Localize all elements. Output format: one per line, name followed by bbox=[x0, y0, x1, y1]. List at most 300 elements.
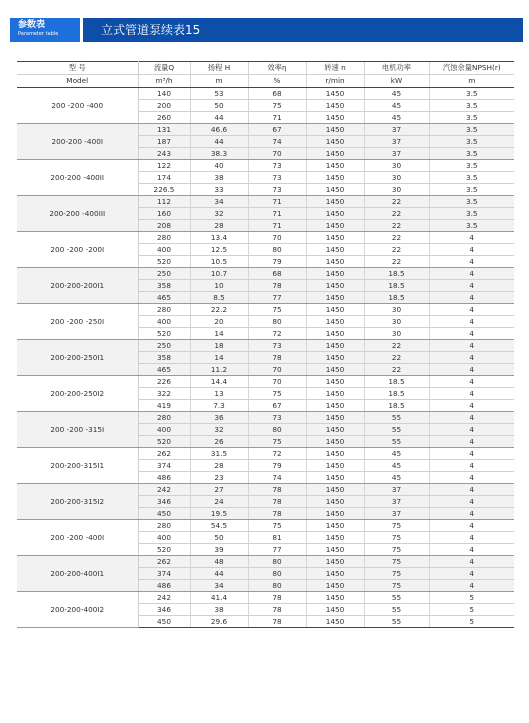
power-cell: 37 bbox=[364, 148, 429, 160]
efficiency-cell: 70 bbox=[248, 148, 306, 160]
speed-cell: 1450 bbox=[306, 280, 364, 292]
power-cell: 37 bbox=[364, 496, 429, 508]
head-cell: 28 bbox=[190, 460, 248, 472]
power-cell: 45 bbox=[364, 472, 429, 484]
power-cell: 18.5 bbox=[364, 292, 429, 304]
npsh-cell: 4 bbox=[429, 496, 514, 508]
badge-title: 参数表 bbox=[18, 20, 46, 30]
header-efficiency-unit: % bbox=[248, 75, 306, 88]
efficiency-cell: 70 bbox=[248, 376, 306, 388]
speed-cell: 1450 bbox=[306, 112, 364, 124]
speed-cell: 1450 bbox=[306, 136, 364, 148]
head-cell: 18 bbox=[190, 340, 248, 352]
speed-cell: 1450 bbox=[306, 424, 364, 436]
head-cell: 50 bbox=[190, 100, 248, 112]
head-cell: 34 bbox=[190, 196, 248, 208]
efficiency-cell: 78 bbox=[248, 604, 306, 616]
efficiency-cell: 73 bbox=[248, 184, 306, 196]
power-cell: 22 bbox=[364, 364, 429, 376]
power-cell: 22 bbox=[364, 244, 429, 256]
npsh-cell: 4 bbox=[429, 244, 514, 256]
flow-cell: 262 bbox=[138, 556, 190, 568]
head-cell: 34 bbox=[190, 580, 248, 592]
power-cell: 22 bbox=[364, 256, 429, 268]
head-cell: 38 bbox=[190, 172, 248, 184]
flow-cell: 250 bbox=[138, 340, 190, 352]
efficiency-cell: 71 bbox=[248, 112, 306, 124]
flow-cell: 260 bbox=[138, 112, 190, 124]
flow-cell: 374 bbox=[138, 460, 190, 472]
table-row bbox=[17, 268, 514, 280]
flow-cell: 122 bbox=[138, 160, 190, 172]
efficiency-cell: 71 bbox=[248, 208, 306, 220]
npsh-cell: 4 bbox=[429, 256, 514, 268]
npsh-cell: 4 bbox=[429, 400, 514, 412]
power-cell: 30 bbox=[364, 316, 429, 328]
power-cell: 30 bbox=[364, 184, 429, 196]
model-cell: 200 -200 -200I bbox=[17, 232, 138, 268]
header-efficiency-cn: 效率η bbox=[248, 62, 306, 75]
npsh-cell: 3.5 bbox=[429, 208, 514, 220]
head-cell: 36 bbox=[190, 412, 248, 424]
flow-cell: 160 bbox=[138, 208, 190, 220]
efficiency-cell: 78 bbox=[248, 484, 306, 496]
speed-cell: 1450 bbox=[306, 148, 364, 160]
flow-cell: 419 bbox=[138, 400, 190, 412]
speed-cell: 1450 bbox=[306, 388, 364, 400]
head-cell: 32 bbox=[190, 424, 248, 436]
npsh-cell: 4 bbox=[429, 292, 514, 304]
head-cell: 10 bbox=[190, 280, 248, 292]
head-cell: 11.2 bbox=[190, 364, 248, 376]
parameter-table-badge bbox=[10, 18, 80, 42]
flow-cell: 226.5 bbox=[138, 184, 190, 196]
speed-cell: 1450 bbox=[306, 172, 364, 184]
npsh-cell: 4 bbox=[429, 484, 514, 496]
power-cell: 37 bbox=[364, 136, 429, 148]
power-cell: 37 bbox=[364, 124, 429, 136]
power-cell: 37 bbox=[364, 508, 429, 520]
power-cell: 55 bbox=[364, 616, 429, 628]
npsh-cell: 3.5 bbox=[429, 160, 514, 172]
head-cell: 44 bbox=[190, 112, 248, 124]
power-cell: 37 bbox=[364, 484, 429, 496]
table-row bbox=[17, 232, 514, 244]
power-cell: 75 bbox=[364, 568, 429, 580]
speed-cell: 1450 bbox=[306, 292, 364, 304]
header-head-unit: m bbox=[190, 75, 248, 88]
efficiency-cell: 77 bbox=[248, 292, 306, 304]
speed-cell: 1450 bbox=[306, 400, 364, 412]
speed-cell: 1450 bbox=[306, 568, 364, 580]
model-cell: 200-200-400I2 bbox=[17, 592, 138, 628]
flow-cell: 358 bbox=[138, 352, 190, 364]
npsh-cell: 4 bbox=[429, 376, 514, 388]
flow-cell: 520 bbox=[138, 328, 190, 340]
head-cell: 14 bbox=[190, 352, 248, 364]
npsh-cell: 4 bbox=[429, 304, 514, 316]
npsh-cell: 4 bbox=[429, 412, 514, 424]
speed-cell: 1450 bbox=[306, 508, 364, 520]
power-cell: 30 bbox=[364, 304, 429, 316]
flow-cell: 450 bbox=[138, 508, 190, 520]
npsh-cell: 4 bbox=[429, 556, 514, 568]
speed-cell: 1450 bbox=[306, 616, 364, 628]
npsh-cell: 3.5 bbox=[429, 184, 514, 196]
speed-cell: 1450 bbox=[306, 268, 364, 280]
npsh-cell: 4 bbox=[429, 340, 514, 352]
speed-cell: 1450 bbox=[306, 376, 364, 388]
flow-cell: 140 bbox=[138, 88, 190, 100]
header-power-unit: kW bbox=[364, 75, 429, 88]
npsh-cell: 3.5 bbox=[429, 100, 514, 112]
speed-cell: 1450 bbox=[306, 232, 364, 244]
efficiency-cell: 70 bbox=[248, 232, 306, 244]
flow-cell: 280 bbox=[138, 520, 190, 532]
flow-cell: 465 bbox=[138, 292, 190, 304]
speed-cell: 1450 bbox=[306, 412, 364, 424]
npsh-cell: 3.5 bbox=[429, 136, 514, 148]
head-cell: 7.3 bbox=[190, 400, 248, 412]
head-cell: 39 bbox=[190, 544, 248, 556]
efficiency-cell: 80 bbox=[248, 580, 306, 592]
speed-cell: 1450 bbox=[306, 244, 364, 256]
npsh-cell: 4 bbox=[429, 568, 514, 580]
flow-cell: 242 bbox=[138, 592, 190, 604]
npsh-cell: 4 bbox=[429, 508, 514, 520]
head-cell: 14 bbox=[190, 328, 248, 340]
speed-cell: 1450 bbox=[306, 184, 364, 196]
table-row bbox=[17, 376, 514, 388]
power-cell: 18.5 bbox=[364, 376, 429, 388]
speed-cell: 1450 bbox=[306, 496, 364, 508]
flow-cell: 400 bbox=[138, 244, 190, 256]
flow-cell: 226 bbox=[138, 376, 190, 388]
npsh-cell: 4 bbox=[429, 316, 514, 328]
power-cell: 45 bbox=[364, 100, 429, 112]
efficiency-cell: 68 bbox=[248, 88, 306, 100]
flow-cell: 486 bbox=[138, 580, 190, 592]
efficiency-cell: 73 bbox=[248, 412, 306, 424]
power-cell: 18.5 bbox=[364, 280, 429, 292]
power-cell: 55 bbox=[364, 592, 429, 604]
header-npsh-cn: 汽蚀余量NPSH(r) bbox=[429, 62, 514, 75]
power-cell: 30 bbox=[364, 172, 429, 184]
npsh-cell: 4 bbox=[429, 544, 514, 556]
power-cell: 55 bbox=[364, 604, 429, 616]
efficiency-cell: 80 bbox=[248, 244, 306, 256]
power-cell: 45 bbox=[364, 460, 429, 472]
header-flow-cn: 流量Q bbox=[138, 62, 190, 75]
npsh-cell: 4 bbox=[429, 472, 514, 484]
speed-cell: 1450 bbox=[306, 196, 364, 208]
flow-cell: 280 bbox=[138, 304, 190, 316]
flow-cell: 520 bbox=[138, 256, 190, 268]
head-cell: 23 bbox=[190, 472, 248, 484]
speed-cell: 1450 bbox=[306, 556, 364, 568]
head-cell: 12.5 bbox=[190, 244, 248, 256]
model-cell: 200-200-315I2 bbox=[17, 484, 138, 520]
flow-cell: 174 bbox=[138, 172, 190, 184]
speed-cell: 1450 bbox=[306, 364, 364, 376]
model-cell: 200 -200 -250I bbox=[17, 304, 138, 340]
npsh-cell: 3.5 bbox=[429, 220, 514, 232]
speed-cell: 1450 bbox=[306, 604, 364, 616]
flow-cell: 243 bbox=[138, 148, 190, 160]
efficiency-cell: 68 bbox=[248, 268, 306, 280]
speed-cell: 1450 bbox=[306, 580, 364, 592]
power-cell: 45 bbox=[364, 88, 429, 100]
head-cell: 24 bbox=[190, 496, 248, 508]
npsh-cell: 4 bbox=[429, 580, 514, 592]
model-cell: 200-200 -400II bbox=[17, 160, 138, 196]
head-cell: 28 bbox=[190, 220, 248, 232]
power-cell: 22 bbox=[364, 196, 429, 208]
efficiency-cell: 73 bbox=[248, 340, 306, 352]
npsh-cell: 4 bbox=[429, 352, 514, 364]
header-power-cn: 电机功率 bbox=[364, 62, 429, 75]
power-cell: 75 bbox=[364, 532, 429, 544]
speed-cell: 1450 bbox=[306, 208, 364, 220]
npsh-cell: 4 bbox=[429, 388, 514, 400]
efficiency-cell: 78 bbox=[248, 592, 306, 604]
speed-cell: 1450 bbox=[306, 532, 364, 544]
power-cell: 75 bbox=[364, 544, 429, 556]
head-cell: 20 bbox=[190, 316, 248, 328]
badge-subtitle: Parameter table bbox=[18, 31, 59, 37]
flow-cell: 200 bbox=[138, 100, 190, 112]
head-cell: 31.5 bbox=[190, 448, 248, 460]
speed-cell: 1450 bbox=[306, 520, 364, 532]
npsh-cell: 3.5 bbox=[429, 88, 514, 100]
flow-cell: 280 bbox=[138, 412, 190, 424]
head-cell: 33 bbox=[190, 184, 248, 196]
table-row bbox=[17, 520, 514, 532]
npsh-cell: 4 bbox=[429, 532, 514, 544]
efficiency-cell: 78 bbox=[248, 508, 306, 520]
power-cell: 30 bbox=[364, 328, 429, 340]
flow-cell: 400 bbox=[138, 424, 190, 436]
speed-cell: 1450 bbox=[306, 328, 364, 340]
page-header bbox=[0, 18, 529, 42]
header-head-cn: 扬程 H bbox=[190, 62, 248, 75]
head-cell: 8.5 bbox=[190, 292, 248, 304]
model-cell: 200-200-250I2 bbox=[17, 376, 138, 412]
npsh-cell: 4 bbox=[429, 364, 514, 376]
npsh-cell: 3.5 bbox=[429, 124, 514, 136]
table-row bbox=[17, 592, 514, 604]
speed-cell: 1450 bbox=[306, 304, 364, 316]
head-cell: 14.4 bbox=[190, 376, 248, 388]
npsh-cell: 3.5 bbox=[429, 172, 514, 184]
power-cell: 18.5 bbox=[364, 268, 429, 280]
power-cell: 22 bbox=[364, 352, 429, 364]
head-cell: 48 bbox=[190, 556, 248, 568]
npsh-cell: 4 bbox=[429, 280, 514, 292]
flow-cell: 250 bbox=[138, 268, 190, 280]
speed-cell: 1450 bbox=[306, 484, 364, 496]
power-cell: 22 bbox=[364, 232, 429, 244]
npsh-cell: 3.5 bbox=[429, 196, 514, 208]
head-cell: 38 bbox=[190, 604, 248, 616]
efficiency-cell: 80 bbox=[248, 556, 306, 568]
flow-cell: 400 bbox=[138, 532, 190, 544]
power-cell: 45 bbox=[364, 448, 429, 460]
table-row bbox=[17, 160, 514, 172]
npsh-cell: 4 bbox=[429, 424, 514, 436]
efficiency-cell: 70 bbox=[248, 364, 306, 376]
npsh-cell: 4 bbox=[429, 448, 514, 460]
head-cell: 19.5 bbox=[190, 508, 248, 520]
flow-cell: 358 bbox=[138, 280, 190, 292]
speed-cell: 1450 bbox=[306, 220, 364, 232]
npsh-cell: 5 bbox=[429, 604, 514, 616]
flow-cell: 486 bbox=[138, 472, 190, 484]
efficiency-cell: 72 bbox=[248, 448, 306, 460]
power-cell: 22 bbox=[364, 220, 429, 232]
efficiency-cell: 79 bbox=[248, 256, 306, 268]
speed-cell: 1450 bbox=[306, 316, 364, 328]
head-cell: 29.6 bbox=[190, 616, 248, 628]
head-cell: 10.7 bbox=[190, 268, 248, 280]
efficiency-cell: 75 bbox=[248, 388, 306, 400]
power-cell: 75 bbox=[364, 580, 429, 592]
table-row bbox=[17, 484, 514, 496]
flow-cell: 322 bbox=[138, 388, 190, 400]
head-cell: 50 bbox=[190, 532, 248, 544]
header-speed-cn: 转速 n bbox=[306, 62, 364, 75]
efficiency-cell: 80 bbox=[248, 316, 306, 328]
speed-cell: 1450 bbox=[306, 592, 364, 604]
npsh-cell: 4 bbox=[429, 268, 514, 280]
efficiency-cell: 79 bbox=[248, 460, 306, 472]
efficiency-cell: 75 bbox=[248, 520, 306, 532]
speed-cell: 1450 bbox=[306, 544, 364, 556]
parameter-table bbox=[17, 61, 514, 628]
speed-cell: 1450 bbox=[306, 460, 364, 472]
head-cell: 13.4 bbox=[190, 232, 248, 244]
efficiency-cell: 80 bbox=[248, 424, 306, 436]
speed-cell: 1450 bbox=[306, 256, 364, 268]
power-cell: 55 bbox=[364, 412, 429, 424]
head-cell: 38.3 bbox=[190, 148, 248, 160]
header-model-cn: 型 号 bbox=[17, 62, 138, 75]
efficiency-cell: 75 bbox=[248, 100, 306, 112]
efficiency-cell: 78 bbox=[248, 496, 306, 508]
npsh-cell: 4 bbox=[429, 436, 514, 448]
speed-cell: 1450 bbox=[306, 124, 364, 136]
table-row bbox=[17, 124, 514, 136]
head-cell: 26 bbox=[190, 436, 248, 448]
flow-cell: 346 bbox=[138, 604, 190, 616]
flow-cell: 262 bbox=[138, 448, 190, 460]
table-body bbox=[17, 88, 514, 628]
model-cell: 200-200-250I1 bbox=[17, 340, 138, 376]
efficiency-cell: 71 bbox=[248, 196, 306, 208]
model-cell: 200-200-315I1 bbox=[17, 448, 138, 484]
table-row bbox=[17, 304, 514, 316]
table-row bbox=[17, 196, 514, 208]
speed-cell: 1450 bbox=[306, 472, 364, 484]
speed-cell: 1450 bbox=[306, 160, 364, 172]
efficiency-cell: 81 bbox=[248, 532, 306, 544]
model-cell: 200 -200 -400 bbox=[17, 88, 138, 124]
efficiency-cell: 80 bbox=[248, 568, 306, 580]
header-row-cn bbox=[17, 62, 514, 75]
head-cell: 40 bbox=[190, 160, 248, 172]
efficiency-cell: 75 bbox=[248, 304, 306, 316]
page-title: 立式管道泵续表15 bbox=[101, 23, 201, 37]
npsh-cell: 4 bbox=[429, 520, 514, 532]
npsh-cell: 5 bbox=[429, 616, 514, 628]
model-cell: 200 -200 -315I bbox=[17, 412, 138, 448]
model-cell: 200 -200 -400I bbox=[17, 520, 138, 556]
table-row bbox=[17, 88, 514, 100]
power-cell: 18.5 bbox=[364, 388, 429, 400]
flow-cell: 374 bbox=[138, 568, 190, 580]
efficiency-cell: 74 bbox=[248, 472, 306, 484]
efficiency-cell: 67 bbox=[248, 124, 306, 136]
flow-cell: 242 bbox=[138, 484, 190, 496]
model-cell: 200-200-400I1 bbox=[17, 556, 138, 592]
head-cell: 32 bbox=[190, 208, 248, 220]
flow-cell: 112 bbox=[138, 196, 190, 208]
speed-cell: 1450 bbox=[306, 352, 364, 364]
head-cell: 46.6 bbox=[190, 124, 248, 136]
npsh-cell: 5 bbox=[429, 592, 514, 604]
efficiency-cell: 78 bbox=[248, 616, 306, 628]
power-cell: 30 bbox=[364, 160, 429, 172]
power-cell: 55 bbox=[364, 436, 429, 448]
speed-cell: 1450 bbox=[306, 436, 364, 448]
head-cell: 13 bbox=[190, 388, 248, 400]
table-row bbox=[17, 448, 514, 460]
head-cell: 27 bbox=[190, 484, 248, 496]
power-cell: 22 bbox=[364, 208, 429, 220]
efficiency-cell: 73 bbox=[248, 160, 306, 172]
header-model-en: Model bbox=[17, 75, 138, 88]
power-cell: 75 bbox=[364, 520, 429, 532]
power-cell: 22 bbox=[364, 340, 429, 352]
power-cell: 75 bbox=[364, 556, 429, 568]
parameter-table-container bbox=[17, 61, 514, 628]
flow-cell: 346 bbox=[138, 496, 190, 508]
flow-cell: 520 bbox=[138, 436, 190, 448]
head-cell: 44 bbox=[190, 568, 248, 580]
speed-cell: 1450 bbox=[306, 448, 364, 460]
table-row bbox=[17, 556, 514, 568]
efficiency-cell: 72 bbox=[248, 328, 306, 340]
efficiency-cell: 71 bbox=[248, 220, 306, 232]
power-cell: 55 bbox=[364, 424, 429, 436]
flow-cell: 520 bbox=[138, 544, 190, 556]
header-speed-unit: r/min bbox=[306, 75, 364, 88]
table-row bbox=[17, 340, 514, 352]
head-cell: 53 bbox=[190, 88, 248, 100]
flow-cell: 465 bbox=[138, 364, 190, 376]
model-cell: 200-200 -400I bbox=[17, 124, 138, 160]
efficiency-cell: 74 bbox=[248, 136, 306, 148]
table-row bbox=[17, 412, 514, 424]
npsh-cell: 4 bbox=[429, 328, 514, 340]
speed-cell: 1450 bbox=[306, 88, 364, 100]
head-cell: 10.5 bbox=[190, 256, 248, 268]
efficiency-cell: 67 bbox=[248, 400, 306, 412]
flow-cell: 280 bbox=[138, 232, 190, 244]
efficiency-cell: 73 bbox=[248, 172, 306, 184]
head-cell: 54.5 bbox=[190, 520, 248, 532]
efficiency-cell: 78 bbox=[248, 280, 306, 292]
